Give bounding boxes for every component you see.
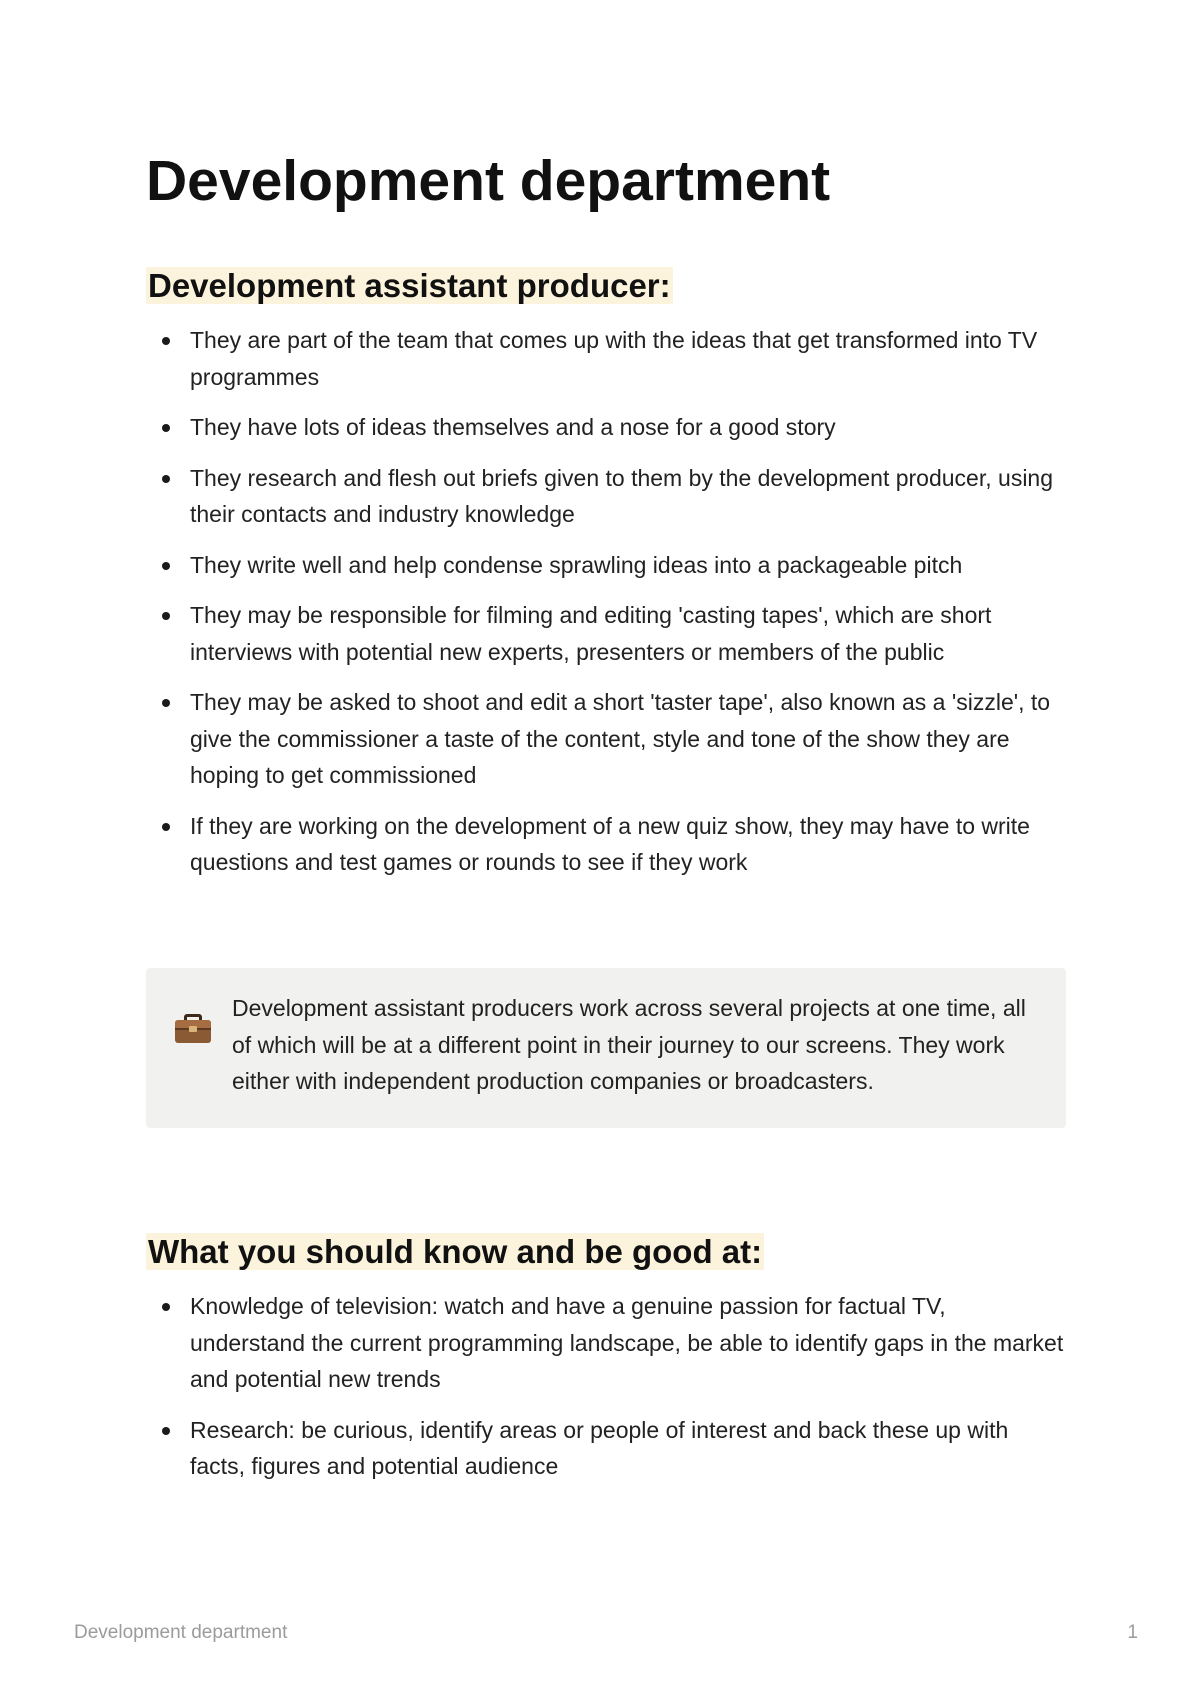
list-item: They have lots of ideas themselves and a nose for a good story [146, 409, 1066, 446]
list-item: They are part of the team that comes up with the ideas that get transformed into TV programmes [146, 322, 1066, 395]
callout-box [146, 968, 1066, 1128]
page-number: 1 [1127, 1622, 1138, 1643]
callout-text: Development assistant producers work across several projects at one time, all of which will be at a different point in their journey to our screens. They work either with independent production companies or broadcasters. [232, 995, 1026, 1094]
responsibilities-list [146, 322, 1066, 895]
list-item: They research and flesh out briefs given to them by the development producer, using their contacts and industry knowledge [146, 460, 1066, 533]
section-heading-development-assistant-producer [146, 264, 673, 308]
page-title: Development department [146, 149, 831, 213]
list-item: They may be asked to shoot and edit a short 'taster tape', also known as a 'sizzle', to give the commissioner a taste of the content, style and tone of the show they are hoping to get commissioned [146, 684, 1066, 794]
list-item: Research: be curious, identify areas or people of interest and back these up with facts, figures and potential audience [146, 1412, 1066, 1485]
list-item: They may be responsible for filming and editing 'casting tapes', which are short interviews with potential new experts, presenters or members of the public [146, 597, 1066, 670]
section-heading-text: Development assistant producer: [148, 267, 671, 304]
list-item: If they are working on the development of a new quiz show, they may have to write questions and test games or rounds to see if they work [146, 808, 1066, 881]
list-item: Knowledge of television: watch and have a genuine passion for factual TV, understand the current programming landscape, be able to identify gaps in the market and potential new trends [146, 1288, 1066, 1398]
section-heading-what-you-should-know [146, 1230, 764, 1274]
section-heading-text: What you should know and be good at: [148, 1233, 763, 1270]
footer-title: Development department [74, 1622, 288, 1643]
briefcase-icon [172, 1006, 214, 1048]
list-item: They write well and help condense sprawling ideas into a packageable pitch [146, 547, 1066, 584]
skills-list [146, 1288, 1066, 1499]
